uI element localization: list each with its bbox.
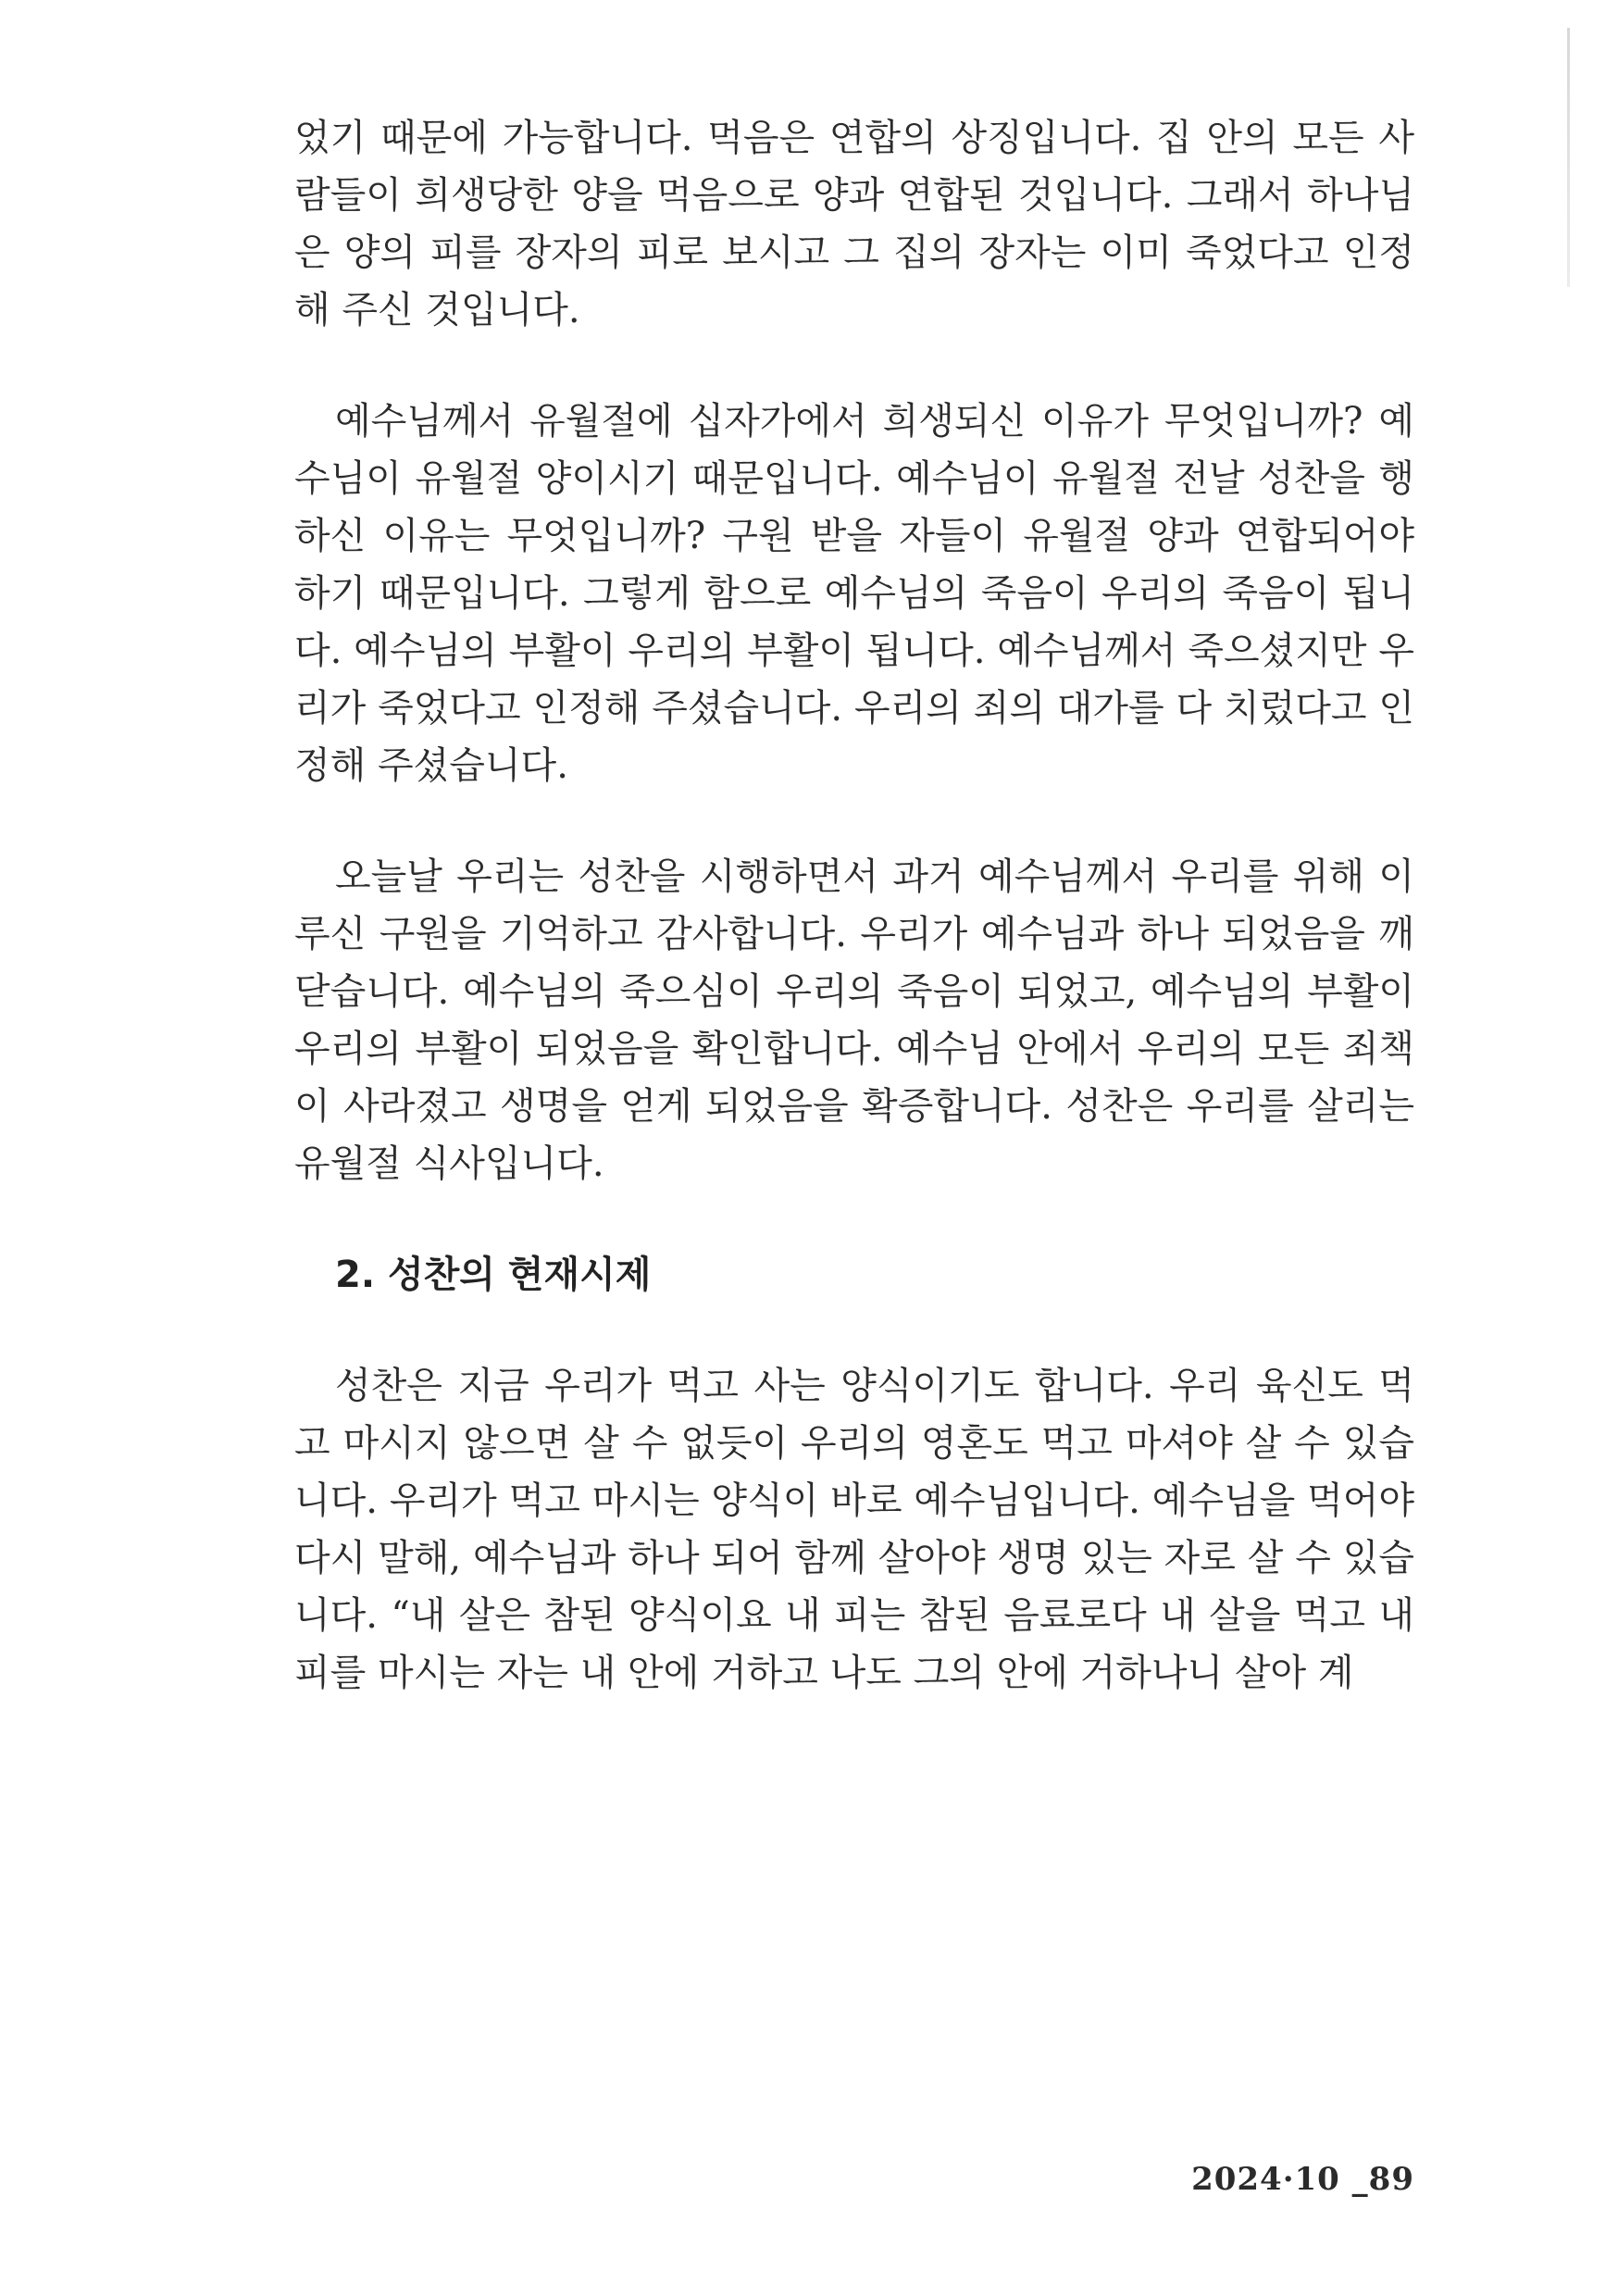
page-number: 2024·10 _89 (1191, 2161, 1414, 2198)
page-edge-shadow (1567, 28, 1570, 287)
page-body (294, 109, 1414, 1702)
section-paragraph: 성찬은 지금 우리가 먹고 사는 양식이기도 합니다. 우리 육신도 먹고 마시지 않으면 살 수 없듯이 우리의 영혼도 먹고 마셔야 살 수 있습니다. 우리가 먹고 마시는 양식이 바로 예수님입니다. 예수님을 먹어야 다시 말해, 예수님과 하나 되어 함께 살아야 생명 있는 자로 살 수 있습니다. “내 살은 참된 양식이요 내 피는 참된 음료로다 내 살을 먹고 내 피를 마시는 자는 내 안에 거하고 나도 그의 안에 거하나니 살아 계 (294, 1365, 1414, 1694)
paragraph-1: 었기 때문에 가능합니다. 먹음은 연합의 상징입니다. 집 안의 모든 사람들이 희생당한 양을 먹음으로 양과 연합된 것입니다. 그래서 하나님은 양의 피를 장자의 피로 보시고 그 집의 장자는 이미 죽었다고 인정해 주신 것입니다. (294, 117, 1414, 331)
paragraph-3: 오늘날 우리는 성찬을 시행하면서 과거 예수님께서 우리를 위해 이루신 구원을 기억하고 감사합니다. 우리가 예수님과 하나 되었음을 깨닫습니다. 예수님의 죽으심이 우리의 죽음이 되었고, 예수님의 부활이 우리의 부활이 되었음을 확인합니다. 예수님 안에서 우리의 모든 죄책이 사라졌고 생명을 얻게 되었음을 확증합니다. 성찬은 우리를 살리는 유월절 식사입니다. (294, 855, 1414, 1185)
paragraph-2: 예수님께서 유월절에 십자가에서 희생되신 이유가 무엇입니까? 예수님이 유월절 양이시기 때문입니다. 예수님이 유월절 전날 성찬을 행하신 이유는 무엇입니까? 구원 받을 자들이 유월절 양과 연합되어야 하기 때문입니다. 그렇게 함으로 예수님의 죽음이 우리의 죽음이 됩니다. 예수님의 부활이 우리의 부활이 됩니다. 예수님께서 죽으셨지만 우리가 죽었다고 인정해 주셨습니다. 우리의 죄의 대가를 다 치렀다고 인정해 주셨습니다. (294, 400, 1414, 787)
section-heading: 2. 성찬의 현재시제 (335, 1254, 652, 1296)
